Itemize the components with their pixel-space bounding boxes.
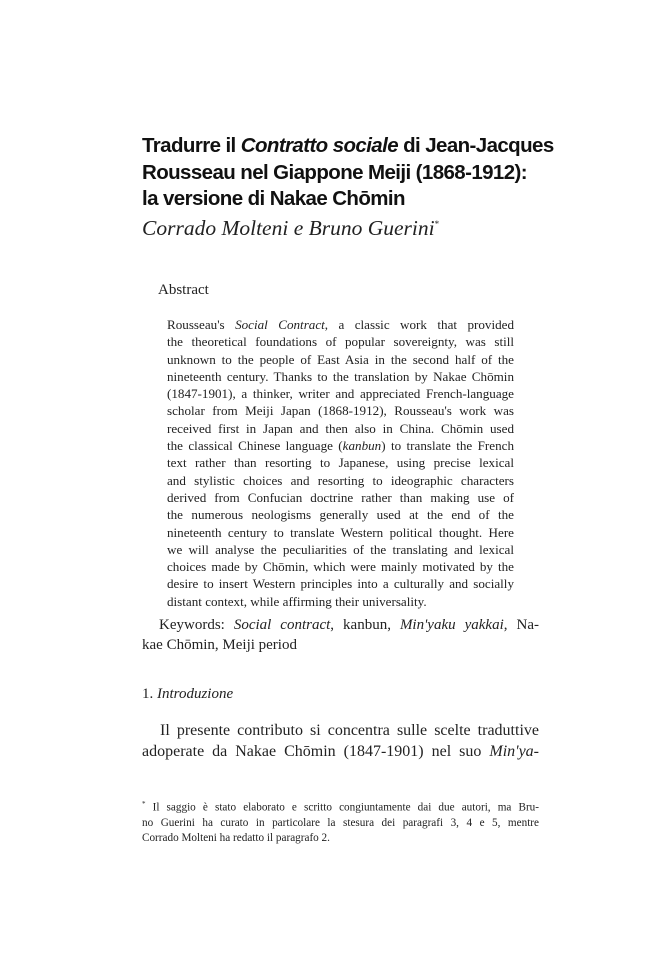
title-line-1	[142, 133, 562, 160]
body-line: Il presente contributo si concentra sulle scelte traduttive	[160, 722, 539, 739]
section-heading	[142, 686, 233, 703]
abstract-text: Rousseau's	[167, 317, 236, 332]
keywords-line	[142, 615, 539, 635]
keywords-label: Keywords:	[159, 617, 234, 633]
abstract-heading: Abstract	[158, 282, 209, 298]
abstract-line	[167, 316, 514, 333]
footnote-line: Corrado Molteni ha redatto il paragrafo 2.	[142, 832, 330, 845]
author-names: Corrado Molteni e Bruno Guerini	[142, 216, 435, 241]
abstract-line: text rather than resorting to Japanese, using precise lexical	[167, 455, 514, 471]
article-authors	[142, 211, 439, 241]
abstract-line: received first in Japan and then also in China. Chōmin used	[167, 420, 514, 436]
footnote-text: Il saggio è stato elaborato e scritto congiuntamente dai due autori, ma Bru-	[145, 801, 539, 814]
article-title	[142, 133, 562, 213]
abstract-text: ) to translate the French	[381, 438, 514, 454]
keyword-text: , kanbun,	[330, 617, 400, 633]
body-line	[142, 741, 539, 762]
abstract-line: (1847-1901), a thinker, writer and appreciated French-language	[167, 386, 514, 402]
title-text: di Jean-Jacques	[398, 134, 554, 157]
footnote	[142, 797, 539, 847]
abstract-line: the numerous neologisms generally used at the end of the	[167, 507, 514, 523]
section-number: 1.	[142, 686, 157, 702]
abstract-line: derived from Confucian doctrine rather than making use of	[167, 489, 514, 505]
body-paragraph	[142, 720, 539, 762]
title-italic-work: Contratto sociale	[240, 134, 399, 157]
keyword-italic: Social contract	[233, 617, 331, 633]
footnote-line	[142, 797, 539, 816]
title-text: Tradurre il	[142, 134, 241, 157]
title-line-2: Rousseau nel Giappone Meiji (1868-1912):	[142, 160, 527, 184]
body-text: adoperate da Nakae Chōmin (1847-1901) nel suo	[142, 743, 490, 760]
body-italic: Min'ya-	[489, 743, 539, 760]
abstract-line: and stylistic choices and resorting to ideographic characters	[167, 472, 514, 488]
footnote-line: no Guerini ha curato in particolare la stesura dei paragrafi 3, 4 e 5, mentre	[142, 817, 539, 830]
abstract-line: scholar from Meiji Japan (1868-1912), Rousseau's work was	[167, 403, 514, 419]
abstract-line	[167, 437, 514, 454]
keywords-line: kae Chōmin, Meiji period	[142, 637, 297, 653]
abstract-line: nineteenth century. Thanks to the translation by Nakae Chōmin	[167, 368, 514, 384]
keyword-text: , Na-	[503, 617, 539, 633]
keyword-italic: Min'yaku yakkai	[399, 617, 504, 633]
abstract-italic: Social Contract	[235, 317, 325, 332]
keywords	[142, 615, 539, 655]
footnote-marker[interactable]: *	[434, 219, 440, 229]
footnote-mark: *	[142, 800, 146, 808]
abstract-text: , a classic work that provided	[324, 317, 514, 332]
abstract-line: the theoretical foundations of popular sovereignty, was still	[167, 334, 514, 350]
abstract-italic: kanbun	[342, 438, 382, 454]
abstract-line: distant context, while affirming their universality.	[167, 593, 427, 609]
abstract-body	[167, 316, 514, 610]
abstract-line: nineteenth century to translate Western political thought. Here	[167, 524, 514, 540]
title-line-3: la versione di Nakae Chōmin	[142, 187, 405, 210]
abstract-line: we will analyse the peculiarities of the translating and lexical	[167, 541, 514, 557]
abstract-line: choices made by Chōmin, which were mainly motivated by the	[167, 559, 514, 575]
section-title: Introduzione	[157, 686, 234, 702]
abstract-line: desire to insert Western principles into a culturally and socially	[167, 576, 514, 592]
abstract-text: the classical Chinese language (	[167, 438, 343, 454]
abstract-line: unknown to the people of East Asia in the second half of the	[167, 351, 514, 367]
